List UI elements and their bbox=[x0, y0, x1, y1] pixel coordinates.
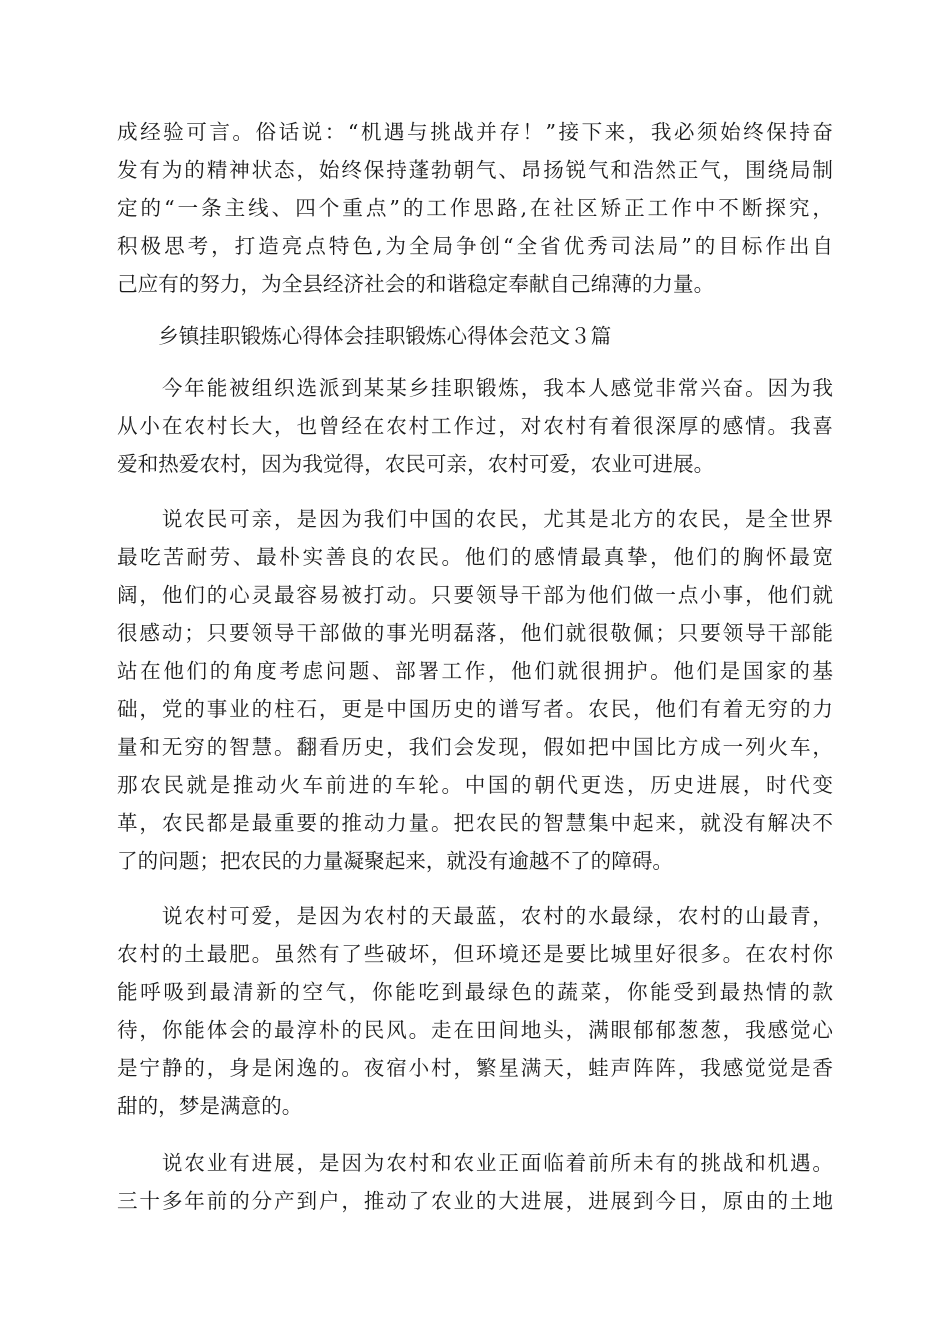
text-line: 说农村可爱，是因为农村的天最蓝，农村的水最绿，农村的山最青， bbox=[117, 904, 833, 928]
text-line: 待，你能体会的最淳朴的民风。走在田间地头，满眼郁郁葱葱，我感觉心 bbox=[117, 1018, 833, 1042]
text-line: 爱和热爱农村，因为我觉得，农民可亲，农村可爱，农业可进展。 bbox=[117, 452, 715, 476]
text-line: 量和无穷的智慧。翻看历史，我们会发现，假如把中国比方成一列火车， bbox=[117, 735, 833, 759]
text-line: 积极思考，打造亮点特色,为全局争创“全省优秀司法局”的目标作出自 bbox=[117, 234, 833, 258]
paragraph-5 bbox=[117, 1144, 833, 1220]
text-line: 很感动；只要领导干部做的事光明磊落，他们就很敬佩；只要领导干部能 bbox=[117, 621, 833, 645]
paragraph-3 bbox=[117, 500, 833, 880]
heading-text: 乡镇挂职锻炼心得体会挂职锻炼心得体会范文３篇 bbox=[117, 324, 612, 348]
paragraph-4 bbox=[117, 897, 833, 1125]
text-line: 甜的，梦是满意的。 bbox=[117, 1094, 303, 1118]
text-line: 站在他们的角度考虑问题、部署工作，他们就很拥护。他们是国家的基 bbox=[117, 659, 833, 683]
text-line: 己应有的努力，为全县经济社会的和谐稳定奉献自己绵薄的力量。 bbox=[117, 272, 715, 296]
paragraph-2 bbox=[117, 369, 833, 483]
text-line: 是宁静的，身是闲逸的。夜宿小村，繁星满天，蛙声阵阵，我感觉觉是香 bbox=[117, 1056, 833, 1080]
paragraph-1 bbox=[117, 113, 833, 303]
text-line: 最吃苦耐劳、最朴实善良的农民。他们的感情最真挚，他们的胸怀最宽 bbox=[117, 545, 833, 569]
text-line: 三十多年前的分产到户，推动了农业的大进展，进展到今日，原由的土地 bbox=[117, 1189, 833, 1213]
text-line: 了的问题；把农民的力量凝聚起来，就没有逾越不了的障碍。 bbox=[117, 849, 674, 873]
text-line: 革，农民都是最重要的推动力量。把农民的智慧集中起来，就没有解决不 bbox=[117, 811, 833, 835]
text-line: 阔，他们的心灵最容易被打动。只要领导干部为他们做一点小事，他们就 bbox=[117, 583, 833, 607]
text-line: 础，党的事业的柱石，更是中国历史的谱写者。农民，他们有着无穷的力 bbox=[117, 697, 833, 721]
text-line: 说农民可亲，是因为我们中国的农民，尤其是北方的农民，是全世界 bbox=[117, 507, 833, 531]
text-line: 能呼吸到最清新的空气，你能吃到最绿色的蔬菜，你能受到最热情的款 bbox=[117, 980, 833, 1004]
text-line: 从小在农村长大，也曾经在农村工作过，对农村有着很深厚的感情。我喜 bbox=[117, 414, 833, 438]
text-line: 那农民就是推动火车前进的车轮。中国的朝代更迭，历史进展，时代变 bbox=[117, 773, 833, 797]
text-line: 说农业有进展，是因为农村和农业正面临着前所未有的挑战和机遇。 bbox=[117, 1151, 833, 1175]
text-line: 农村的土最肥。虽然有了些破坏，但环境还是要比城里好很多。在农村你 bbox=[117, 942, 833, 966]
section-heading bbox=[117, 317, 833, 355]
text-line: 今年能被组织选派到某某乡挂职锻炼，我本人感觉非常兴奋。因为我 bbox=[117, 376, 833, 400]
text-line: 发有为的精神状态，始终保持蓬勃朝气、昂扬锐气和浩然正气，围绕局制 bbox=[117, 158, 833, 182]
text-line: 成经验可言。俗话说：“机遇与挑战并存！”接下来，我必须始终保持奋 bbox=[117, 120, 833, 144]
text-line: 定的“一条主线、四个重点”的工作思路,在社区矫正工作中不断探究， bbox=[117, 196, 833, 220]
